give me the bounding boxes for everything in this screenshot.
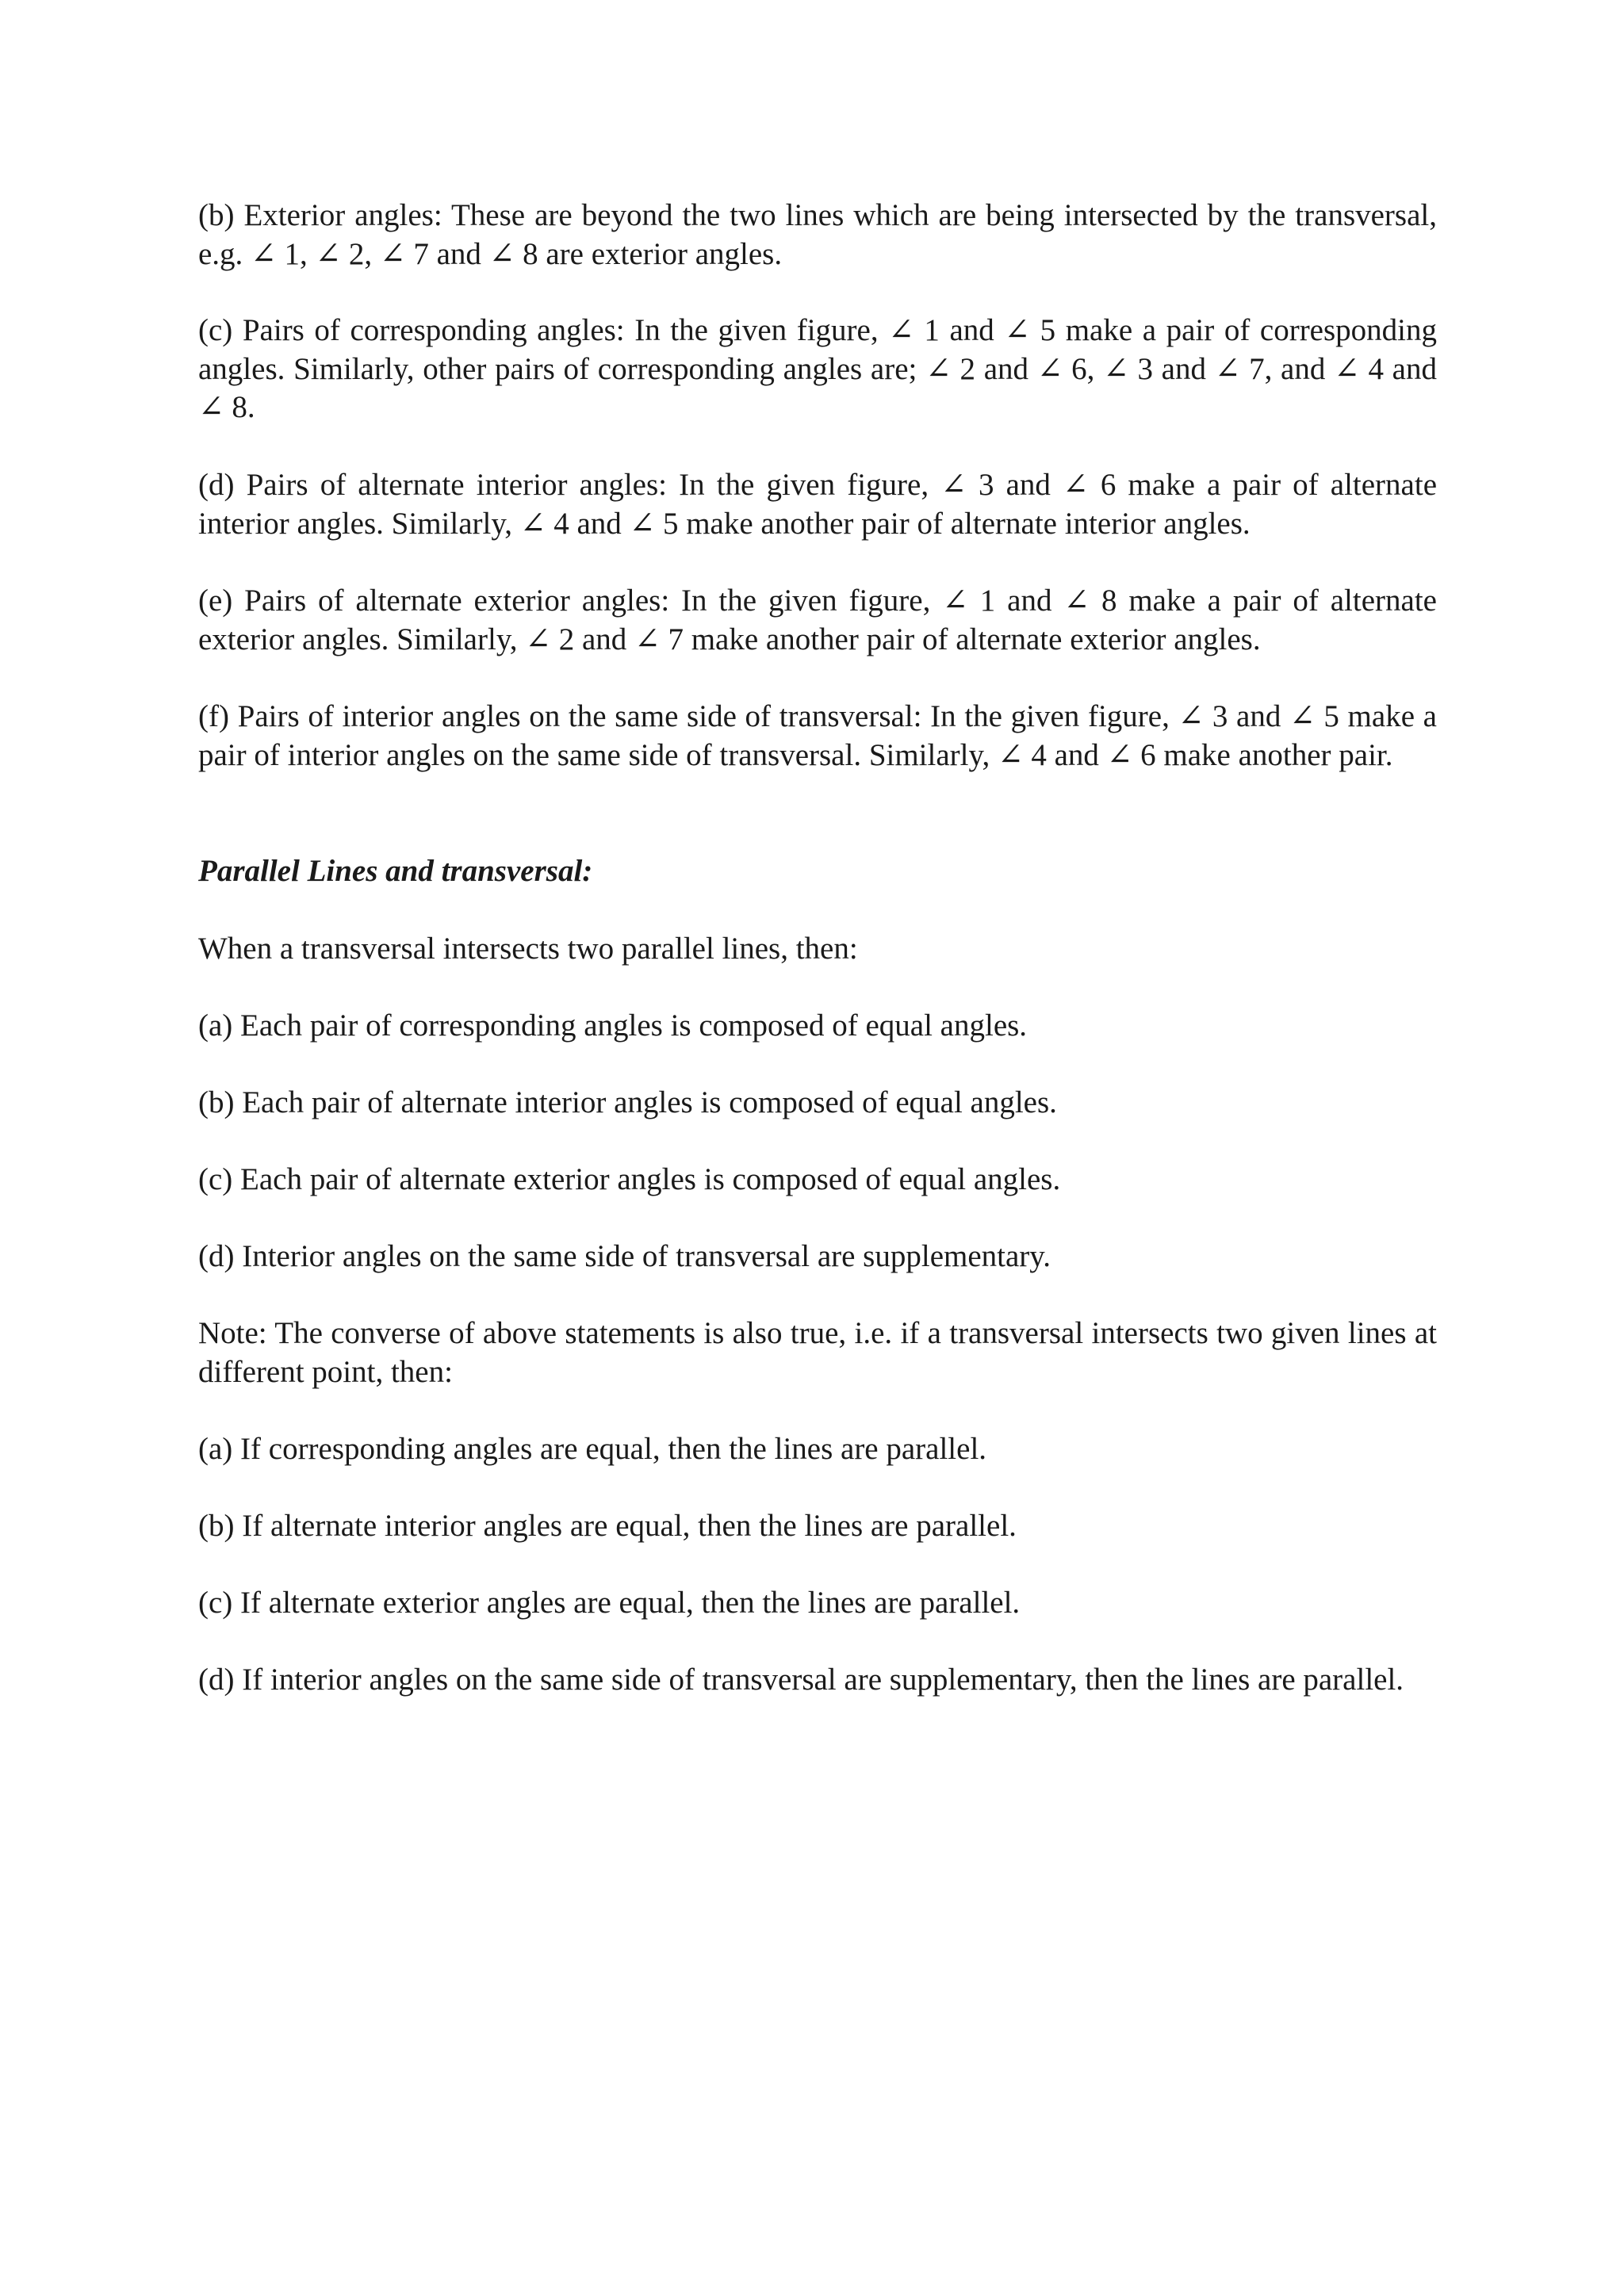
- alternate-interior-paragraph: (d) Pairs of alternate interior angles: In the given figure, ∠ 3 and ∠ 6 make a pair of alternate interior angles. Similarly, ∠ 4 and ∠ 5 make another pair of alternate interior angles.: [198, 468, 1437, 541]
- corresponding-angles-paragraph: (c) Pairs of corresponding angles: In the given figure, ∠ 1 and ∠ 5 make a pair of corresponding angles. Similarly, other pairs of corresponding angles are; ∠ 2 and ∠ 6, ∠ 3 and ∠ 7, and ∠ 4 and ∠ 8.: [198, 313, 1437, 424]
- section-heading: Parallel Lines and transversal:: [198, 854, 593, 888]
- exterior-angles-paragraph: (b) Exterior angles: These are beyond the two lines which are being intersected by the transversal, e.g. ∠ 1, ∠ 2, ∠ 7 and ∠ 8 are exterior angles.: [198, 198, 1437, 271]
- property-c: (c) Each pair of alternate exterior angles is composed of equal angles.: [198, 1162, 1061, 1196]
- property-d: (d) Interior angles on the same side of transversal are supplementary.: [198, 1239, 1051, 1273]
- converse-a: (a) If corresponding angles are equal, then the lines are parallel.: [198, 1432, 987, 1466]
- parallel-intro-text: When a transversal intersects two parallel lines, then:: [198, 932, 858, 966]
- alternate-exterior-paragraph: (e) Pairs of alternate exterior angles: In the given figure, ∠ 1 and ∠ 8 make a pair of alternate exterior angles. Similarly, ∠ 2 and ∠ 7 make another pair of alternate exterior angles.: [198, 584, 1437, 656]
- converse-c: (c) If alternate exterior angles are equal, then the lines are parallel.: [198, 1586, 1021, 1620]
- property-a: (a) Each pair of corresponding angles is composed of equal angles.: [198, 1008, 1028, 1043]
- converse-note: Note: The converse of above statements is also true, i.e. if a transversal intersects two given lines at different point, then:: [198, 1316, 1437, 1389]
- property-b: (b) Each pair of alternate interior angles is composed of equal angles.: [198, 1085, 1057, 1119]
- converse-d: (d) If interior angles on the same side of transversal are supplementary, then the lines are parallel.: [198, 1663, 1404, 1697]
- converse-b: (b) If alternate interior angles are equal, then the lines are parallel.: [198, 1509, 1017, 1543]
- same-side-interior-paragraph: (f) Pairs of interior angles on the same side of transversal: In the given figure, ∠ 3 and ∠ 5 make a pair of interior angles on the same side of transversal. Similarly, ∠ 4 and ∠ 6 make another pair.: [198, 699, 1437, 772]
